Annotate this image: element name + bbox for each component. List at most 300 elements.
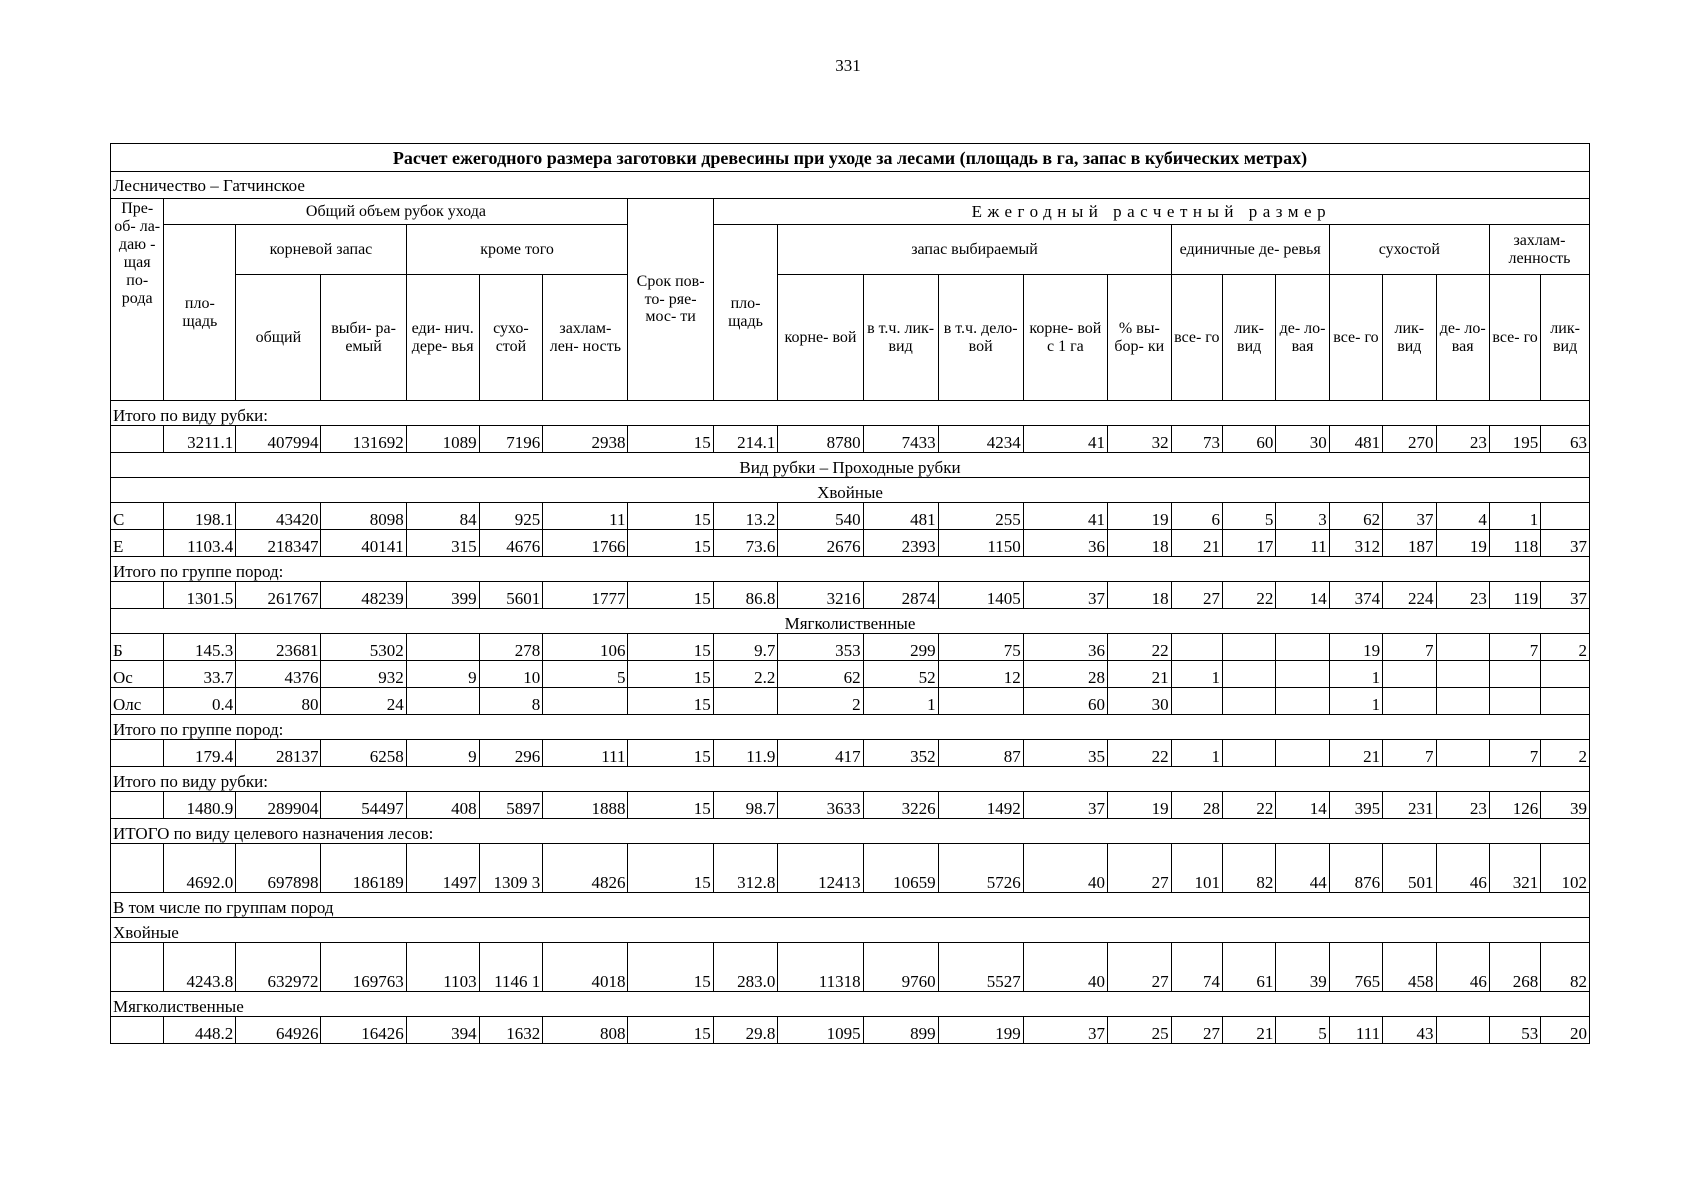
- value-cell: 353: [778, 634, 863, 661]
- value-cell: 75: [938, 634, 1023, 661]
- header-litter-group: захлам- ленность: [1489, 225, 1589, 275]
- value-cell: 1497: [406, 844, 479, 893]
- value-cell: 5: [543, 661, 628, 688]
- value-cell: [1222, 661, 1275, 688]
- value-cell: 82: [1222, 844, 1275, 893]
- value-cell: 876: [1329, 844, 1382, 893]
- header-dead-business: де- ло- вая: [1436, 275, 1489, 401]
- value-cell: 255: [938, 503, 1023, 530]
- value-cell: 37: [1023, 582, 1107, 609]
- header-species: Пре- об- ла- даю - щая по- рода: [111, 199, 164, 401]
- value-cell: 2393: [863, 530, 938, 557]
- value-cell: 1146 1: [479, 943, 543, 992]
- value-cell: [1436, 661, 1489, 688]
- value-cell: 86.8: [713, 582, 778, 609]
- value-cell: 3211.1: [164, 426, 236, 453]
- header-single-liquid: лик- вид: [1222, 275, 1275, 401]
- value-cell: 1103: [406, 943, 479, 992]
- value-cell: [938, 688, 1023, 715]
- species-cell: [111, 582, 164, 609]
- value-cell: 169763: [321, 943, 406, 992]
- value-cell: 19: [1436, 530, 1489, 557]
- value-cell: 1309 3: [479, 844, 543, 893]
- value-cell: 808: [543, 1017, 628, 1044]
- value-cell: 21: [1171, 530, 1222, 557]
- value-cell: 1: [1329, 688, 1382, 715]
- value-cell: 15: [628, 943, 713, 992]
- value-cell: 28137: [236, 740, 321, 767]
- value-cell: 394: [406, 1017, 479, 1044]
- table-title: Расчет ежегодного размера заготовки древесины при уходе за лесами (площадь в га, запас в кубических метрах): [111, 144, 1590, 172]
- value-cell: 53: [1489, 1017, 1540, 1044]
- table-row: [111, 426, 1590, 453]
- value-cell: 312.8: [713, 844, 778, 893]
- header-repeat-period: Срок пов- то- ряе- мос- ти: [628, 199, 713, 401]
- value-cell: [1222, 634, 1275, 661]
- section-heading: Хвойные: [111, 478, 1590, 503]
- value-cell: 214.1: [713, 426, 778, 453]
- value-cell: 41: [1023, 503, 1107, 530]
- value-cell: 19: [1107, 503, 1171, 530]
- value-cell: 5527: [938, 943, 1023, 992]
- header-root-stock: корневой запас: [236, 225, 406, 275]
- value-cell: 2938: [543, 426, 628, 453]
- value-cell: 4826: [543, 844, 628, 893]
- value-cell: 4676: [479, 530, 543, 557]
- value-cell: 9: [406, 661, 479, 688]
- header-root-selected: выби- ра- емый: [321, 275, 406, 401]
- value-cell: 231: [1383, 792, 1436, 819]
- value-cell: 23: [1436, 582, 1489, 609]
- value-cell: 4: [1436, 503, 1489, 530]
- value-cell: [406, 634, 479, 661]
- header-annual-size: Ежегодный расчетный размер: [713, 199, 1589, 225]
- value-cell: 283.0: [713, 943, 778, 992]
- value-cell: 195: [1489, 426, 1540, 453]
- value-cell: 7: [1489, 740, 1540, 767]
- value-cell: 10: [479, 661, 543, 688]
- header-total-volume: Общий объем рубок ухода: [164, 199, 628, 225]
- value-cell: 62: [1329, 503, 1382, 530]
- value-cell: 60: [1023, 688, 1107, 715]
- value-cell: 18: [1107, 530, 1171, 557]
- value-cell: 224: [1383, 582, 1436, 609]
- header-single-trees: еди- нич. дере- вья: [406, 275, 479, 401]
- value-cell: 16426: [321, 1017, 406, 1044]
- value-cell: 27: [1171, 582, 1222, 609]
- group-label-row: [111, 819, 1590, 844]
- value-cell: 187: [1383, 530, 1436, 557]
- table-row: [111, 792, 1590, 819]
- value-cell: 19: [1329, 634, 1382, 661]
- value-cell: 15: [628, 844, 713, 893]
- group-label: В том числе по группам пород: [111, 893, 1590, 918]
- header-dead-group: сухостой: [1329, 225, 1489, 275]
- section-heading-row: [111, 478, 1590, 503]
- value-cell: 697898: [236, 844, 321, 893]
- value-cell: 23: [1436, 792, 1489, 819]
- value-cell: 101: [1171, 844, 1222, 893]
- value-cell: 1405: [938, 582, 1023, 609]
- value-cell: [1541, 503, 1590, 530]
- value-cell: [1276, 634, 1329, 661]
- value-cell: 289904: [236, 792, 321, 819]
- value-cell: 218347: [236, 530, 321, 557]
- value-cell: [1436, 634, 1489, 661]
- value-cell: 374: [1329, 582, 1382, 609]
- value-cell: 1480.9: [164, 792, 236, 819]
- value-cell: 30: [1276, 426, 1329, 453]
- value-cell: 30: [1107, 688, 1171, 715]
- header-single-business: де- ло- вая: [1276, 275, 1329, 401]
- value-cell: 24: [321, 688, 406, 715]
- value-cell: 4243.8: [164, 943, 236, 992]
- value-cell: 11: [543, 503, 628, 530]
- species-cell: [111, 426, 164, 453]
- value-cell: 7: [1489, 634, 1540, 661]
- species-cell: [111, 943, 164, 992]
- header-root-total: общий: [236, 275, 321, 401]
- section-heading: Вид рубки – Проходные рубки: [111, 453, 1590, 478]
- value-cell: 106: [543, 634, 628, 661]
- value-cell: 61: [1222, 943, 1275, 992]
- table-row: [111, 943, 1590, 992]
- value-cell: 14: [1276, 792, 1329, 819]
- value-cell: 399: [406, 582, 479, 609]
- value-cell: 21: [1222, 1017, 1275, 1044]
- value-cell: 5: [1222, 503, 1275, 530]
- value-cell: 5726: [938, 844, 1023, 893]
- value-cell: 102: [1541, 844, 1590, 893]
- value-cell: 131692: [321, 426, 406, 453]
- value-cell: [543, 688, 628, 715]
- species-cell: Олс: [111, 688, 164, 715]
- value-cell: 118: [1489, 530, 1540, 557]
- value-cell: 14: [1276, 582, 1329, 609]
- table-row: [111, 688, 1590, 715]
- value-cell: 1095: [778, 1017, 863, 1044]
- value-cell: 15: [628, 740, 713, 767]
- table-row: [111, 582, 1590, 609]
- value-cell: 37: [1023, 1017, 1107, 1044]
- value-cell: 4234: [938, 426, 1023, 453]
- value-cell: 37: [1023, 792, 1107, 819]
- value-cell: 11.9: [713, 740, 778, 767]
- header-litter-total: все- го: [1489, 275, 1540, 401]
- value-cell: 87: [938, 740, 1023, 767]
- value-cell: 458: [1383, 943, 1436, 992]
- value-cell: 8098: [321, 503, 406, 530]
- value-cell: 11: [1276, 530, 1329, 557]
- group-label: Итого по группе пород:: [111, 715, 1590, 740]
- value-cell: 15: [628, 792, 713, 819]
- header-dead-liquid: лик- вид: [1383, 275, 1436, 401]
- value-cell: 5302: [321, 634, 406, 661]
- species-cell: Ос: [111, 661, 164, 688]
- header-dead-standing: сухо- стой: [479, 275, 543, 401]
- value-cell: [1541, 688, 1590, 715]
- value-cell: 43420: [236, 503, 321, 530]
- value-cell: 1777: [543, 582, 628, 609]
- value-cell: 35: [1023, 740, 1107, 767]
- group-label: Хвойные: [111, 918, 1590, 943]
- value-cell: 32: [1107, 426, 1171, 453]
- value-cell: 21: [1329, 740, 1382, 767]
- value-cell: 501: [1383, 844, 1436, 893]
- value-cell: 46: [1436, 844, 1489, 893]
- value-cell: [1436, 1017, 1489, 1044]
- value-cell: 3226: [863, 792, 938, 819]
- value-cell: 3633: [778, 792, 863, 819]
- group-label: Мягколиственные: [111, 992, 1590, 1017]
- value-cell: 23681: [236, 634, 321, 661]
- value-cell: 18: [1107, 582, 1171, 609]
- value-cell: 15: [628, 503, 713, 530]
- value-cell: 2: [1541, 634, 1590, 661]
- value-cell: 22: [1107, 634, 1171, 661]
- value-cell: 22: [1222, 792, 1275, 819]
- page-number: 331: [835, 56, 861, 75]
- value-cell: 2: [778, 688, 863, 715]
- value-cell: 268: [1489, 943, 1540, 992]
- value-cell: 352: [863, 740, 938, 767]
- value-cell: 481: [1329, 426, 1382, 453]
- header-single-trees-group: единичные де- ревья: [1171, 225, 1329, 275]
- value-cell: 15: [628, 661, 713, 688]
- value-cell: [406, 688, 479, 715]
- value-cell: 98.7: [713, 792, 778, 819]
- value-cell: 39: [1541, 792, 1590, 819]
- value-cell: 9: [406, 740, 479, 767]
- value-cell: 1: [1171, 740, 1222, 767]
- section-heading-row: [111, 609, 1590, 634]
- value-cell: 111: [543, 740, 628, 767]
- value-cell: 25: [1107, 1017, 1171, 1044]
- value-cell: 40: [1023, 844, 1107, 893]
- species-cell: [111, 792, 164, 819]
- value-cell: 37: [1541, 582, 1590, 609]
- value-cell: 1632: [479, 1017, 543, 1044]
- header-root-per-ha: корне- вой с 1 га: [1023, 275, 1107, 401]
- value-cell: 5: [1276, 1017, 1329, 1044]
- value-cell: 6258: [321, 740, 406, 767]
- value-cell: 11318: [778, 943, 863, 992]
- value-cell: 41: [1023, 426, 1107, 453]
- value-cell: 1: [1329, 661, 1382, 688]
- value-cell: 9.7: [713, 634, 778, 661]
- value-cell: 126: [1489, 792, 1540, 819]
- table-row: [111, 661, 1590, 688]
- value-cell: 186189: [321, 844, 406, 893]
- value-cell: 2.2: [713, 661, 778, 688]
- species-cell: Б: [111, 634, 164, 661]
- value-cell: [713, 688, 778, 715]
- header-dead-total: все- го: [1329, 275, 1382, 401]
- value-cell: 5601: [479, 582, 543, 609]
- value-cell: 8780: [778, 426, 863, 453]
- table-row: [111, 740, 1590, 767]
- header-stock-root: корне- вой: [778, 275, 863, 401]
- group-label-row: [111, 918, 1590, 943]
- value-cell: 2: [1541, 740, 1590, 767]
- value-cell: 15: [628, 634, 713, 661]
- value-cell: 73.6: [713, 530, 778, 557]
- value-cell: 1150: [938, 530, 1023, 557]
- value-cell: 28: [1023, 661, 1107, 688]
- value-cell: 1301.5: [164, 582, 236, 609]
- value-cell: 1: [863, 688, 938, 715]
- value-cell: 198.1: [164, 503, 236, 530]
- value-cell: 481: [863, 503, 938, 530]
- group-label-row: [111, 715, 1590, 740]
- value-cell: [1171, 688, 1222, 715]
- value-cell: 8: [479, 688, 543, 715]
- value-cell: [1436, 740, 1489, 767]
- value-cell: 932: [321, 661, 406, 688]
- value-cell: 21: [1107, 661, 1171, 688]
- header-area: пло- щадь: [164, 225, 236, 401]
- header-litter: захлам- лен- ность: [543, 275, 628, 401]
- value-cell: 632972: [236, 943, 321, 992]
- species-cell: С: [111, 503, 164, 530]
- value-cell: 312: [1329, 530, 1382, 557]
- value-cell: 321: [1489, 844, 1540, 893]
- value-cell: 1089: [406, 426, 479, 453]
- value-cell: 15: [628, 1017, 713, 1044]
- group-label-row: [111, 893, 1590, 918]
- value-cell: 27: [1107, 844, 1171, 893]
- group-label: Итого по группе пород:: [111, 557, 1590, 582]
- value-cell: 540: [778, 503, 863, 530]
- value-cell: 2676: [778, 530, 863, 557]
- value-cell: [1276, 661, 1329, 688]
- value-cell: 12: [938, 661, 1023, 688]
- value-cell: 10659: [863, 844, 938, 893]
- species-cell: [111, 1017, 164, 1044]
- value-cell: 27: [1107, 943, 1171, 992]
- value-cell: 22: [1222, 582, 1275, 609]
- value-cell: 43: [1383, 1017, 1436, 1044]
- value-cell: 199: [938, 1017, 1023, 1044]
- value-cell: 3216: [778, 582, 863, 609]
- value-cell: 2874: [863, 582, 938, 609]
- value-cell: 4376: [236, 661, 321, 688]
- value-cell: 12413: [778, 844, 863, 893]
- value-cell: 7: [1383, 740, 1436, 767]
- value-cell: 9760: [863, 943, 938, 992]
- value-cell: 17: [1222, 530, 1275, 557]
- value-cell: 37: [1383, 503, 1436, 530]
- value-cell: 1766: [543, 530, 628, 557]
- value-cell: 6: [1171, 503, 1222, 530]
- value-cell: 36: [1023, 634, 1107, 661]
- value-cell: 46: [1436, 943, 1489, 992]
- value-cell: 15: [628, 688, 713, 715]
- value-cell: 22: [1107, 740, 1171, 767]
- table-row: [111, 634, 1590, 661]
- value-cell: 48239: [321, 582, 406, 609]
- value-cell: 7433: [863, 426, 938, 453]
- value-cell: 899: [863, 1017, 938, 1044]
- value-cell: 145.3: [164, 634, 236, 661]
- value-cell: [1383, 688, 1436, 715]
- header-incl-liquid: в т.ч. лик- вид: [863, 275, 938, 401]
- value-cell: [1383, 661, 1436, 688]
- value-cell: 82: [1541, 943, 1590, 992]
- table-row: [111, 844, 1590, 893]
- value-cell: [1171, 634, 1222, 661]
- header-single-total: все- го: [1171, 275, 1222, 401]
- value-cell: 111: [1329, 1017, 1382, 1044]
- value-cell: 19: [1107, 792, 1171, 819]
- value-cell: 1492: [938, 792, 1023, 819]
- group-label: ИТОГО по виду целевого назначения лесов:: [111, 819, 1590, 844]
- section-heading-row: [111, 453, 1590, 478]
- species-cell: [111, 844, 164, 893]
- group-label-row: [111, 992, 1590, 1017]
- group-label: Итого по виду рубки:: [111, 767, 1590, 792]
- value-cell: 270: [1383, 426, 1436, 453]
- value-cell: 5897: [479, 792, 543, 819]
- value-cell: 1: [1171, 661, 1222, 688]
- value-cell: 119: [1489, 582, 1540, 609]
- group-label-row: [111, 767, 1590, 792]
- value-cell: 13.2: [713, 503, 778, 530]
- group-label-row: [111, 557, 1590, 582]
- value-cell: 179.4: [164, 740, 236, 767]
- value-cell: 1: [1489, 503, 1540, 530]
- value-cell: 27: [1171, 1017, 1222, 1044]
- value-cell: [1436, 688, 1489, 715]
- value-cell: [1276, 688, 1329, 715]
- forestry-name: Лесничество – Гатчинское: [111, 172, 1590, 199]
- header-besides: кроме того: [406, 225, 628, 275]
- harvest-table: [110, 143, 1590, 1044]
- value-cell: 62: [778, 661, 863, 688]
- value-cell: 7196: [479, 426, 543, 453]
- value-cell: [1222, 688, 1275, 715]
- value-cell: 33.7: [164, 661, 236, 688]
- value-cell: 448.2: [164, 1017, 236, 1044]
- value-cell: 4692.0: [164, 844, 236, 893]
- value-cell: 40141: [321, 530, 406, 557]
- value-cell: [1222, 740, 1275, 767]
- header-selected-stock: запас выбираемый: [778, 225, 1171, 275]
- header-incl-business: в т.ч. дело- вой: [938, 275, 1023, 401]
- value-cell: 3: [1276, 503, 1329, 530]
- value-cell: 74: [1171, 943, 1222, 992]
- group-label: Итого по виду рубки:: [111, 401, 1590, 426]
- value-cell: 925: [479, 503, 543, 530]
- value-cell: 54497: [321, 792, 406, 819]
- value-cell: 44: [1276, 844, 1329, 893]
- value-cell: 765: [1329, 943, 1382, 992]
- value-cell: 15: [628, 426, 713, 453]
- value-cell: 417: [778, 740, 863, 767]
- header-annual-area: пло- щадь: [713, 225, 778, 401]
- value-cell: [1276, 740, 1329, 767]
- value-cell: 261767: [236, 582, 321, 609]
- value-cell: 278: [479, 634, 543, 661]
- value-cell: 80: [236, 688, 321, 715]
- value-cell: 28: [1171, 792, 1222, 819]
- value-cell: 296: [479, 740, 543, 767]
- value-cell: 63: [1541, 426, 1590, 453]
- value-cell: 4018: [543, 943, 628, 992]
- value-cell: 37: [1541, 530, 1590, 557]
- value-cell: 20: [1541, 1017, 1590, 1044]
- value-cell: 52: [863, 661, 938, 688]
